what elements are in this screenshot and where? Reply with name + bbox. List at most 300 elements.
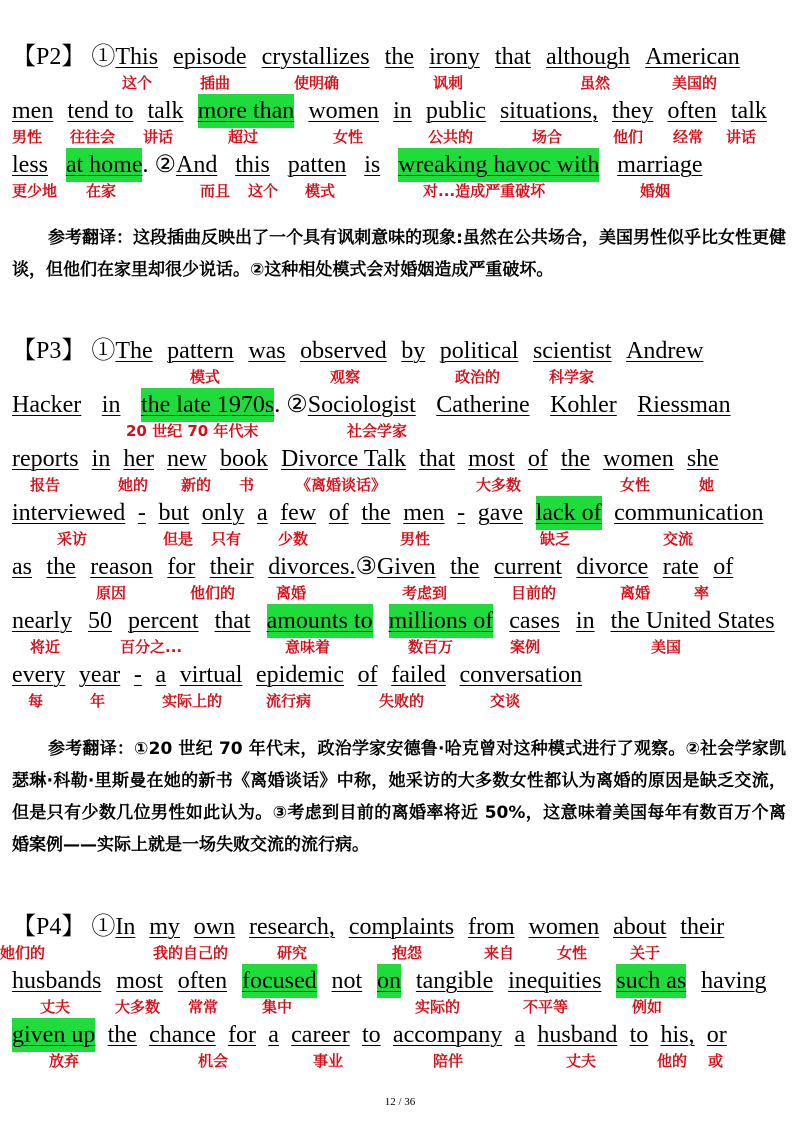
english-word: the: [450, 554, 480, 580]
chinese-gloss: 只有: [211, 530, 242, 548]
chinese-gloss: 女性: [557, 944, 588, 962]
word-space: [125, 496, 138, 530]
chinese-gloss: 经常: [673, 128, 704, 146]
word-space: [207, 442, 220, 476]
chinese-gloss: 来自: [484, 944, 515, 962]
text-line: [0, 388, 800, 442]
english-word: most: [468, 446, 515, 472]
word-space: [502, 1018, 514, 1052]
english-word: own: [193, 914, 236, 940]
word-space: [590, 442, 603, 476]
text-line: [0, 910, 800, 964]
english-word: reason: [90, 554, 153, 580]
chinese-gloss-line: [0, 474, 800, 496]
highlighted-phrase: more than: [198, 94, 295, 128]
word-space: [525, 1018, 537, 1052]
english-word: research,: [249, 914, 335, 940]
page-number: 12 / 36: [384, 1096, 416, 1108]
english-word: is: [364, 152, 381, 178]
english-word: that: [494, 44, 531, 70]
text-line: [0, 94, 800, 148]
word-space: [195, 550, 209, 584]
word-space: [370, 40, 385, 74]
word-space: [180, 910, 194, 944]
chinese-gloss: 对...造成严重破坏: [423, 182, 546, 200]
chinese-gloss: 美国: [651, 638, 682, 656]
chinese-gloss: 这个: [122, 74, 153, 92]
word-space: [381, 1018, 393, 1052]
chinese-gloss: 书: [239, 476, 255, 494]
chinese-gloss: 每: [28, 692, 44, 710]
english-word: Andrew: [626, 338, 704, 364]
chinese-gloss: 陪伴: [433, 1052, 464, 1070]
chinese-gloss-line: [0, 996, 800, 1018]
english-word: scientist: [532, 338, 612, 364]
text-line: [0, 658, 800, 712]
english-line: [12, 40, 740, 74]
word-space: [216, 1018, 228, 1052]
chinese-gloss: 事业: [313, 1052, 344, 1070]
word-space: [602, 496, 615, 530]
chinese-gloss: 讲话: [726, 128, 757, 146]
english-word: as: [12, 554, 32, 580]
english-word: the: [560, 446, 591, 472]
chinese-gloss-line: [0, 126, 800, 148]
english-line: [12, 148, 702, 182]
english-word: that: [214, 608, 251, 634]
english-line: [12, 604, 775, 638]
text-line: [0, 550, 800, 604]
english-line: [12, 910, 724, 944]
word-space: [717, 94, 731, 128]
english-word: or: [706, 1022, 727, 1048]
chinese-gloss: 流行病: [266, 692, 312, 710]
english-line: [12, 94, 767, 128]
reference-translation: 参考翻译：①20 世纪 70 年代末，政治学家安德鲁·哈克曾对这种模式进行了观察。②社会学家凯瑟琳·科勒·里斯曼在她的新书《离婚谈话》中称，她采访的大多数女性都认为离婚的原因是缺乏交流，但是只有少数几位男性如此认为。③考虑到目前的离婚率将近 50%，这意味着美国每年有数百万个离婚案例——实际上就是一场失败交流的流行病。: [12, 739, 786, 855]
english-word: pattern: [167, 338, 234, 364]
word-space: [454, 910, 468, 944]
english-word: my: [149, 914, 180, 940]
chinese-gloss: 离婚: [276, 584, 307, 602]
text-line: [0, 604, 800, 658]
english-word: by: [401, 338, 426, 364]
english-word: gave: [477, 500, 524, 526]
word-space: [199, 604, 215, 638]
chinese-gloss: 抱怨: [392, 944, 423, 962]
reference-translation: 参考翻译：这段插曲反映出了一个具有讽刺意味的现象:虽然在公共场合，美国男性似乎比女性更健谈，但他们在家里却很少说话。②这种相处模式会对婚姻造成严重破坏。: [12, 228, 786, 280]
word-space: [515, 910, 529, 944]
english-word: his,: [660, 1022, 695, 1048]
english-word: women: [603, 446, 674, 472]
word-space: [653, 94, 667, 128]
english-word: in: [575, 608, 595, 634]
chinese-gloss: 考虑到: [402, 584, 448, 602]
english-word: but: [158, 500, 190, 526]
word-space: [346, 148, 364, 182]
word-space: [648, 550, 662, 584]
word-space: [493, 604, 509, 638]
word-space: [480, 40, 495, 74]
chinese-gloss: 这个: [248, 182, 279, 200]
chinese-gloss: 讽刺: [433, 74, 464, 92]
text-line: [0, 148, 800, 202]
english-word: husbands: [12, 968, 102, 994]
word-space: [101, 964, 116, 998]
word-space: [391, 496, 404, 530]
english-word: a: [514, 1022, 526, 1048]
english-line: [12, 964, 766, 998]
highlighted-phrase: focused: [242, 964, 317, 998]
word-space: [412, 94, 426, 128]
english-word: . ②: [142, 152, 176, 178]
chinese-gloss: 政治的: [455, 368, 501, 386]
word-space: [350, 1018, 362, 1052]
english-word: her: [123, 446, 154, 472]
word-space: [135, 910, 149, 944]
english-word: a: [268, 1022, 279, 1048]
word-space: [217, 148, 235, 182]
word-space: [279, 1018, 291, 1052]
english-word: Given: [377, 554, 436, 580]
english-word: to: [629, 1022, 649, 1048]
word-space: [373, 604, 389, 638]
chinese-gloss: 在家: [86, 182, 117, 200]
word-space: [599, 910, 613, 944]
english-word: episode: [173, 44, 247, 70]
english-word: in: [101, 392, 121, 418]
english-line: [12, 496, 763, 530]
english-word: -: [457, 500, 466, 526]
chinese-gloss: 虽然: [580, 74, 611, 92]
english-word: the: [361, 500, 391, 526]
english-word: often: [667, 98, 717, 124]
english-word: tend to: [67, 98, 134, 124]
chinese-gloss-line: [0, 942, 800, 964]
text-line: [0, 40, 800, 94]
english-word: reports: [12, 446, 79, 472]
word-space: [560, 604, 576, 638]
english-word: a: [256, 500, 268, 526]
english-word: public: [425, 98, 486, 124]
text-line: [0, 1018, 800, 1072]
chinese-gloss: 婚姻: [640, 182, 671, 200]
english-word: from: [468, 914, 515, 940]
word-space: [362, 964, 377, 998]
word-space: [244, 496, 257, 530]
english-word: the: [107, 1022, 137, 1048]
english-word: husband: [537, 1022, 618, 1048]
chinese-gloss: 她的: [118, 476, 149, 494]
word-space: [294, 94, 308, 128]
word-space: [268, 496, 281, 530]
chinese-gloss-line: [0, 180, 800, 202]
word-space: [256, 1018, 268, 1052]
chinese-gloss: 缺乏: [540, 530, 571, 548]
english-word: accompany: [392, 1022, 503, 1048]
highlighted-phrase: the late 1970s: [141, 388, 274, 422]
word-space: [234, 334, 249, 368]
chinese-gloss: 数百万: [408, 638, 454, 656]
english-word: year: [78, 662, 121, 688]
text-line: [0, 964, 800, 1018]
word-space: [184, 94, 198, 128]
chinese-gloss: 我的自己的: [153, 944, 229, 962]
chinese-gloss: 女性: [333, 128, 364, 146]
english-line: [12, 334, 703, 368]
chinese-gloss: 讲话: [143, 128, 174, 146]
english-word: Hacker: [12, 392, 82, 418]
word-space: [166, 658, 180, 692]
word-space: [387, 334, 402, 368]
english-word: of: [713, 554, 734, 580]
english-word: of: [328, 500, 349, 526]
english-line: [12, 442, 719, 476]
english-word: most: [116, 968, 163, 994]
english-word: Riessman: [637, 392, 731, 418]
chinese-gloss: 新的: [181, 476, 212, 494]
word-space: [548, 442, 561, 476]
word-space: [95, 1018, 107, 1052]
word-space: [595, 604, 611, 638]
chinese-gloss: 失败的: [379, 692, 425, 710]
word-space: [79, 442, 92, 476]
chinese-gloss: 机会: [198, 1052, 229, 1070]
word-space: [674, 442, 687, 476]
chinese-gloss-line: [0, 636, 800, 658]
highlighted-phrase: millions of: [389, 604, 494, 638]
chinese-gloss: 科学家: [549, 368, 595, 386]
english-word: often: [177, 968, 228, 994]
english-word: the United States: [610, 608, 775, 634]
word-space: [562, 550, 576, 584]
word-space: [81, 388, 102, 422]
english-word: in: [91, 446, 111, 472]
word-space: [349, 496, 362, 530]
english-word: talk: [730, 98, 767, 124]
english-word: few: [280, 500, 317, 526]
chinese-gloss: 少数: [278, 530, 309, 548]
english-word: irony: [429, 44, 480, 70]
word-space: [648, 1018, 660, 1052]
english-word: book: [219, 446, 268, 472]
english-word: virtual: [179, 662, 243, 688]
english-word: every: [12, 662, 66, 688]
chinese-gloss: 实际上的: [162, 692, 223, 710]
chinese-gloss-line: [0, 420, 800, 442]
chinese-gloss: 他的: [657, 1052, 688, 1070]
chinese-gloss-line: [0, 366, 800, 388]
chinese-gloss: 往往会: [70, 128, 116, 146]
word-space: [112, 604, 128, 638]
english-word: their: [680, 914, 725, 940]
word-space: [235, 910, 249, 944]
chinese-gloss: 社会学家: [347, 422, 408, 440]
english-word: divorce: [576, 554, 649, 580]
chinese-gloss: 交谈: [490, 692, 521, 710]
word-space: [617, 1018, 629, 1052]
english-word: situations,: [499, 98, 598, 124]
word-space: [378, 658, 392, 692]
highlighted-phrase: lack of: [536, 496, 602, 530]
english-line: [12, 550, 733, 584]
chinese-gloss: 男性: [12, 128, 43, 146]
word-space: [48, 148, 66, 182]
word-space: [251, 604, 267, 638]
english-line: [12, 388, 731, 422]
english-word: crystallizes: [261, 44, 370, 70]
chinese-gloss: 场合: [532, 128, 563, 146]
english-word: epidemic: [256, 662, 344, 688]
english-word: cases: [509, 608, 560, 634]
word-space: [254, 550, 268, 584]
chinese-gloss: 率: [694, 584, 710, 602]
english-word: new: [166, 446, 207, 472]
word-space: [153, 550, 167, 584]
english-word: men: [12, 98, 54, 124]
word-space: [242, 658, 256, 692]
word-space: [446, 658, 460, 692]
chinese-gloss: 丈夫: [40, 998, 71, 1016]
word-space: [493, 964, 508, 998]
english-word: -: [133, 662, 142, 688]
chinese-gloss: 使明确: [294, 74, 340, 92]
word-space: [110, 442, 123, 476]
word-space: [666, 910, 680, 944]
english-word: the: [384, 44, 414, 70]
word-space: [455, 442, 468, 476]
highlighted-phrase: amounts to: [267, 604, 373, 638]
chinese-gloss: 离婚: [620, 584, 651, 602]
word-space: [142, 658, 156, 692]
chinese-gloss: 或: [708, 1052, 724, 1070]
chinese-gloss: 公共的: [428, 128, 474, 146]
chinese-gloss: 男性: [400, 530, 431, 548]
word-space: [479, 550, 493, 584]
word-space: [416, 388, 437, 422]
word-space: [227, 964, 242, 998]
english-word: Sociologist: [307, 392, 416, 418]
english-word: of: [527, 446, 548, 472]
highlighted-phrase: on: [377, 964, 401, 998]
english-word: women: [528, 914, 600, 940]
chinese-gloss: 目前的: [511, 584, 557, 602]
word-space: [612, 334, 627, 368]
word-space: [401, 964, 416, 998]
english-word: communication: [614, 500, 764, 526]
chinese-gloss: 大多数: [476, 476, 522, 494]
english-word: men: [403, 500, 445, 526]
english-word: for: [167, 554, 196, 580]
chinese-gloss: 女性: [620, 476, 651, 494]
english-word: a: [155, 662, 167, 688]
chinese-gloss: 年: [90, 692, 106, 710]
word-space: [530, 388, 551, 422]
word-space: [598, 94, 612, 128]
word-space: [246, 40, 261, 74]
chinese-gloss-line: [0, 582, 800, 604]
word-space: [120, 388, 141, 422]
chinese-gloss: 插曲: [200, 74, 231, 92]
word-space: [699, 550, 713, 584]
word-space: [335, 910, 349, 944]
english-word: This: [115, 44, 159, 70]
english-line: [12, 1018, 727, 1052]
chinese-gloss: 集中: [262, 998, 293, 1016]
word-space: [72, 604, 88, 638]
text-line: [0, 442, 800, 496]
word-space: [380, 148, 398, 182]
english-word: rate: [662, 554, 699, 580]
chinese-gloss: 他们: [613, 128, 644, 146]
word-space: [32, 550, 46, 584]
english-word: . ②: [274, 392, 308, 418]
english-word: not: [331, 968, 363, 994]
chinese-gloss: 她们的: [0, 944, 46, 962]
text-line: [0, 496, 800, 550]
word-space: [146, 496, 159, 530]
word-space: [379, 94, 393, 128]
english-word: tangible: [415, 968, 494, 994]
word-space: [601, 964, 616, 998]
chinese-gloss: 常常: [188, 998, 219, 1016]
chinese-gloss: 20 世纪 70 年代末: [126, 422, 259, 440]
english-word: nearly: [12, 608, 72, 634]
word-space: [414, 40, 429, 74]
word-space: [531, 40, 546, 74]
highlighted-phrase: wreaking havoc with: [398, 148, 599, 182]
english-word: this: [235, 152, 270, 178]
chinese-gloss: 报告: [30, 476, 61, 494]
chinese-gloss: 关于: [630, 944, 661, 962]
english-word: was: [248, 338, 286, 364]
chinese-gloss: 但是: [163, 530, 194, 548]
word-space: [316, 496, 329, 530]
chinese-gloss-line: [0, 528, 800, 550]
chinese-gloss: 而且: [200, 182, 231, 200]
english-word: 【P3】 ①: [12, 338, 116, 364]
english-word: divorces.: [268, 554, 356, 580]
english-word: Divorce Talk: [280, 446, 407, 472]
word-space: [599, 148, 617, 182]
chinese-gloss-line: [0, 690, 800, 712]
english-word: the: [46, 554, 76, 580]
english-word: to: [362, 1022, 381, 1048]
english-word: she: [686, 446, 719, 472]
english-word: Kohler: [550, 392, 617, 418]
english-word: failed: [391, 662, 446, 688]
chinese-gloss: 案例: [510, 638, 541, 656]
word-space: [286, 334, 301, 368]
chinese-gloss-line: [0, 72, 800, 94]
english-word: although: [546, 44, 631, 70]
chinese-gloss: 大多数: [115, 998, 161, 1016]
chinese-gloss: 采访: [57, 530, 88, 548]
english-word: their: [209, 554, 254, 580]
word-space: [137, 1018, 149, 1052]
word-space: [436, 550, 450, 584]
english-word: ③: [355, 554, 378, 580]
highlighted-phrase: such as: [616, 964, 686, 998]
chinese-gloss: 不平等: [523, 998, 569, 1016]
word-space: [523, 496, 536, 530]
english-word: current: [493, 554, 562, 580]
english-word: 50: [87, 608, 112, 634]
chinese-gloss: 实际的: [415, 998, 461, 1016]
english-word: -: [137, 500, 146, 526]
chinese-gloss: 例如: [632, 998, 663, 1016]
english-word: percent: [127, 608, 199, 634]
english-word: in: [393, 98, 412, 124]
